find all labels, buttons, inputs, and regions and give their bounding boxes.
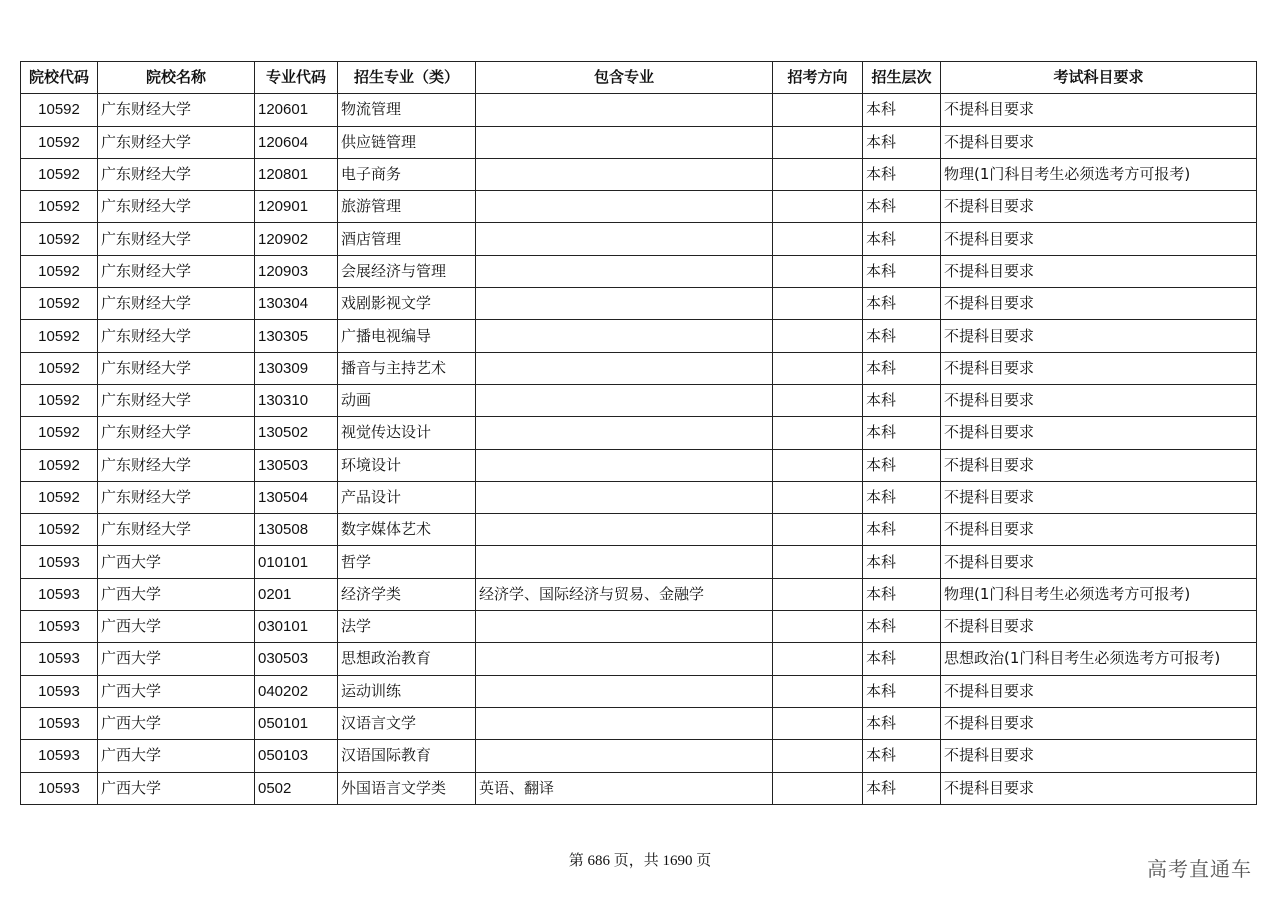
cell-major-code: 130305: [255, 320, 338, 352]
cell-school-name: 广西大学: [98, 740, 255, 772]
cell-major-code: 130310: [255, 384, 338, 416]
table-row: [21, 417, 1257, 449]
cell-school-name: 广西大学: [98, 707, 255, 739]
cell-direction: [773, 643, 863, 675]
cell-major: 数字媒体艺术: [338, 514, 476, 546]
cell-school-code: 10593: [21, 707, 98, 739]
cell-subject-requirement: 不提科目要求: [941, 126, 1257, 158]
cell-major: 戏剧影视文学: [338, 288, 476, 320]
cell-subject-requirement: 不提科目要求: [941, 772, 1257, 804]
cell-direction: [773, 578, 863, 610]
cell-direction: [773, 514, 863, 546]
header-major-code: 专业代码: [255, 62, 338, 94]
cell-level: 本科: [863, 288, 941, 320]
page-number: 第 686 页，共 1690 页: [568, 853, 712, 869]
cell-subject-requirement: 思想政治(1门科目考生必须选考方可报考): [941, 643, 1257, 675]
cell-level: 本科: [863, 94, 941, 126]
cell-level: 本科: [863, 352, 941, 384]
cell-direction: [773, 772, 863, 804]
cell-included-majors: [476, 675, 773, 707]
cell-included-majors: [476, 643, 773, 675]
cell-major: 酒店管理: [338, 223, 476, 255]
cell-school-code: 10593: [21, 611, 98, 643]
cell-subject-requirement: 不提科目要求: [941, 675, 1257, 707]
cell-major-code: 120902: [255, 223, 338, 255]
table-row: [21, 288, 1257, 320]
cell-school-code: 10592: [21, 223, 98, 255]
enrollment-table: [20, 61, 1257, 805]
cell-major-code: 030503: [255, 643, 338, 675]
cell-subject-requirement: 物理(1门科目考生必须选考方可报考): [941, 158, 1257, 190]
cell-major: 广播电视编导: [338, 320, 476, 352]
cell-included-majors: [476, 449, 773, 481]
cell-included-majors: [476, 384, 773, 416]
cell-major-code: 050101: [255, 707, 338, 739]
cell-subject-requirement: 不提科目要求: [941, 740, 1257, 772]
cell-major: 法学: [338, 611, 476, 643]
cell-subject-requirement: 不提科目要求: [941, 223, 1257, 255]
table-row: [21, 481, 1257, 513]
cell-level: 本科: [863, 707, 941, 739]
cell-level: 本科: [863, 546, 941, 578]
cell-level: 本科: [863, 578, 941, 610]
cell-included-majors: [476, 352, 773, 384]
cell-direction: [773, 611, 863, 643]
cell-school-name: 广东财经大学: [98, 352, 255, 384]
cell-included-majors: [476, 255, 773, 287]
cell-subject-requirement: 不提科目要求: [941, 94, 1257, 126]
cell-major-code: 130304: [255, 288, 338, 320]
cell-school-code: 10592: [21, 514, 98, 546]
cell-level: 本科: [863, 223, 941, 255]
header-school-code: 院校代码: [21, 62, 98, 94]
cell-major: 哲学: [338, 546, 476, 578]
cell-school-name: 广西大学: [98, 643, 255, 675]
cell-direction: [773, 223, 863, 255]
cell-school-code: 10592: [21, 481, 98, 513]
cell-level: 本科: [863, 675, 941, 707]
cell-school-code: 10592: [21, 191, 98, 223]
cell-included-majors: [476, 158, 773, 190]
cell-major-code: 120801: [255, 158, 338, 190]
cell-major: 会展经济与管理: [338, 255, 476, 287]
cell-major-code: 130502: [255, 417, 338, 449]
cell-subject-requirement: 不提科目要求: [941, 255, 1257, 287]
table-row: [21, 191, 1257, 223]
table-row: [21, 320, 1257, 352]
cell-major-code: 0201: [255, 578, 338, 610]
cell-school-code: 10592: [21, 158, 98, 190]
cell-school-name: 广东财经大学: [98, 481, 255, 513]
cell-direction: [773, 675, 863, 707]
cell-major-code: 120601: [255, 94, 338, 126]
cell-school-name: 广东财经大学: [98, 449, 255, 481]
table-row: [21, 352, 1257, 384]
cell-school-name: 广东财经大学: [98, 320, 255, 352]
cell-level: 本科: [863, 255, 941, 287]
table-row: [21, 94, 1257, 126]
table-row: [21, 158, 1257, 190]
cell-level: 本科: [863, 417, 941, 449]
cell-major: 旅游管理: [338, 191, 476, 223]
cell-subject-requirement: 不提科目要求: [941, 320, 1257, 352]
cell-school-code: 10593: [21, 546, 98, 578]
cell-direction: [773, 546, 863, 578]
cell-major-code: 130503: [255, 449, 338, 481]
cell-direction: [773, 449, 863, 481]
cell-major-code: 050103: [255, 740, 338, 772]
cell-major: 电子商务: [338, 158, 476, 190]
cell-included-majors: [476, 611, 773, 643]
cell-subject-requirement: 不提科目要求: [941, 514, 1257, 546]
table-row: [21, 578, 1257, 610]
cell-school-name: 广西大学: [98, 772, 255, 804]
cell-school-name: 广东财经大学: [98, 223, 255, 255]
cell-school-code: 10593: [21, 772, 98, 804]
cell-school-name: 广东财经大学: [98, 417, 255, 449]
cell-school-code: 10592: [21, 320, 98, 352]
table-row: [21, 223, 1257, 255]
cell-major-code: 120903: [255, 255, 338, 287]
cell-included-majors: [476, 94, 773, 126]
cell-school-name: 广东财经大学: [98, 126, 255, 158]
cell-subject-requirement: 不提科目要求: [941, 707, 1257, 739]
cell-major: 汉语国际教育: [338, 740, 476, 772]
header-school-name: 院校名称: [98, 62, 255, 94]
table-row: [21, 514, 1257, 546]
cell-school-code: 10592: [21, 126, 98, 158]
cell-subject-requirement: 不提科目要求: [941, 288, 1257, 320]
cell-direction: [773, 740, 863, 772]
table-row: [21, 611, 1257, 643]
cell-major: 物流管理: [338, 94, 476, 126]
cell-level: 本科: [863, 514, 941, 546]
header-level: 招生层次: [863, 62, 941, 94]
cell-major-code: 0502: [255, 772, 338, 804]
cell-level: 本科: [863, 449, 941, 481]
table-row: [21, 126, 1257, 158]
table-row: [21, 546, 1257, 578]
cell-school-code: 10592: [21, 288, 98, 320]
cell-direction: [773, 94, 863, 126]
cell-level: 本科: [863, 158, 941, 190]
cell-subject-requirement: 不提科目要求: [941, 546, 1257, 578]
cell-included-majors: [476, 320, 773, 352]
cell-school-code: 10592: [21, 94, 98, 126]
watermark: 高考直通车: [1147, 857, 1252, 881]
cell-school-name: 广西大学: [98, 546, 255, 578]
cell-major-code: 040202: [255, 675, 338, 707]
cell-included-majors: [476, 481, 773, 513]
cell-subject-requirement: 物理(1门科目考生必须选考方可报考): [941, 578, 1257, 610]
cell-subject-requirement: 不提科目要求: [941, 417, 1257, 449]
cell-school-name: 广东财经大学: [98, 514, 255, 546]
cell-major-code: 120604: [255, 126, 338, 158]
cell-major: 环境设计: [338, 449, 476, 481]
cell-level: 本科: [863, 481, 941, 513]
cell-level: 本科: [863, 191, 941, 223]
cell-school-code: 10592: [21, 417, 98, 449]
cell-direction: [773, 191, 863, 223]
cell-major: 供应链管理: [338, 126, 476, 158]
cell-level: 本科: [863, 126, 941, 158]
cell-included-majors: 经济学、国际经济与贸易、金融学: [476, 578, 773, 610]
table-row: [21, 255, 1257, 287]
cell-major-code: 130504: [255, 481, 338, 513]
cell-level: 本科: [863, 611, 941, 643]
cell-included-majors: [476, 417, 773, 449]
cell-major-code: 120901: [255, 191, 338, 223]
cell-direction: [773, 158, 863, 190]
cell-included-majors: [476, 288, 773, 320]
cell-subject-requirement: 不提科目要求: [941, 352, 1257, 384]
cell-included-majors: [476, 514, 773, 546]
cell-major: 运动训练: [338, 675, 476, 707]
cell-direction: [773, 481, 863, 513]
cell-direction: [773, 352, 863, 384]
cell-major: 汉语言文学: [338, 707, 476, 739]
header-direction: 招考方向: [773, 62, 863, 94]
cell-major: 视觉传达设计: [338, 417, 476, 449]
cell-school-name: 广西大学: [98, 578, 255, 610]
cell-direction: [773, 126, 863, 158]
cell-direction: [773, 707, 863, 739]
cell-school-name: 广东财经大学: [98, 288, 255, 320]
cell-included-majors: [476, 740, 773, 772]
cell-subject-requirement: 不提科目要求: [941, 384, 1257, 416]
cell-included-majors: [476, 191, 773, 223]
table-row: [21, 772, 1257, 804]
cell-level: 本科: [863, 772, 941, 804]
cell-major: 产品设计: [338, 481, 476, 513]
cell-included-majors: [476, 546, 773, 578]
cell-school-name: 广东财经大学: [98, 255, 255, 287]
table-row: [21, 449, 1257, 481]
cell-school-code: 10593: [21, 740, 98, 772]
header-subject-requirement: 考试科目要求: [941, 62, 1257, 94]
cell-school-code: 10592: [21, 255, 98, 287]
cell-major-code: 130309: [255, 352, 338, 384]
cell-major: 外国语言文学类: [338, 772, 476, 804]
cell-included-majors: [476, 707, 773, 739]
cell-level: 本科: [863, 384, 941, 416]
cell-school-code: 10592: [21, 352, 98, 384]
cell-school-code: 10592: [21, 384, 98, 416]
cell-school-code: 10592: [21, 449, 98, 481]
cell-major: 经济学类: [338, 578, 476, 610]
cell-direction: [773, 320, 863, 352]
cell-school-code: 10593: [21, 675, 98, 707]
cell-major-code: 130508: [255, 514, 338, 546]
cell-school-code: 10593: [21, 643, 98, 675]
cell-level: 本科: [863, 320, 941, 352]
cell-school-name: 广西大学: [98, 675, 255, 707]
cell-school-name: 广东财经大学: [98, 94, 255, 126]
header-included-majors: 包含专业: [476, 62, 773, 94]
header-major: 招生专业（类）: [338, 62, 476, 94]
cell-included-majors: 英语、翻译: [476, 772, 773, 804]
cell-major-code: 010101: [255, 546, 338, 578]
cell-school-name: 广东财经大学: [98, 384, 255, 416]
table-row: [21, 675, 1257, 707]
table-row: [21, 707, 1257, 739]
cell-school-code: 10593: [21, 578, 98, 610]
cell-major: 动画: [338, 384, 476, 416]
cell-major: 思想政治教育: [338, 643, 476, 675]
cell-direction: [773, 417, 863, 449]
table-row: [21, 384, 1257, 416]
table-row: [21, 643, 1257, 675]
cell-major-code: 030101: [255, 611, 338, 643]
cell-school-name: 广西大学: [98, 611, 255, 643]
cell-school-name: 广东财经大学: [98, 158, 255, 190]
cell-direction: [773, 288, 863, 320]
cell-level: 本科: [863, 643, 941, 675]
cell-level: 本科: [863, 740, 941, 772]
cell-subject-requirement: 不提科目要求: [941, 611, 1257, 643]
cell-subject-requirement: 不提科目要求: [941, 481, 1257, 513]
cell-school-name: 广东财经大学: [98, 191, 255, 223]
cell-included-majors: [476, 126, 773, 158]
cell-major: 播音与主持艺术: [338, 352, 476, 384]
cell-subject-requirement: 不提科目要求: [941, 191, 1257, 223]
cell-subject-requirement: 不提科目要求: [941, 449, 1257, 481]
table-header-row: [21, 62, 1257, 94]
cell-direction: [773, 384, 863, 416]
cell-direction: [773, 255, 863, 287]
cell-included-majors: [476, 223, 773, 255]
table-row: [21, 740, 1257, 772]
